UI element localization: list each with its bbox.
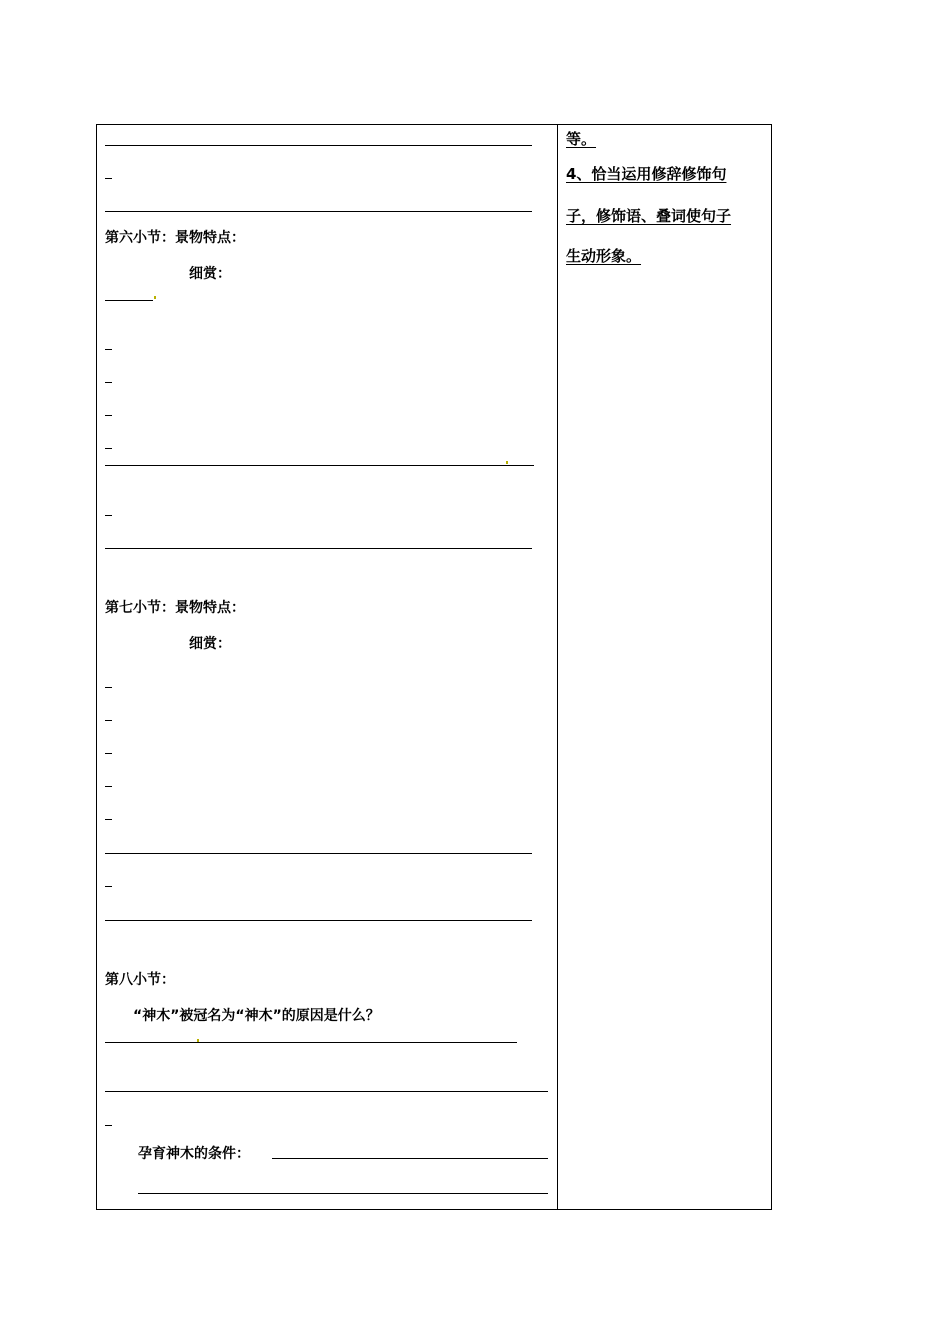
blank-mark xyxy=(105,515,112,516)
answer-line xyxy=(105,145,532,146)
blank-mark xyxy=(105,886,112,887)
blank-mark xyxy=(105,178,112,179)
answer-line xyxy=(105,548,532,549)
section7-detail-label: 细赏： xyxy=(189,636,231,652)
answer-line xyxy=(105,1042,517,1043)
section8-question: “神木”被冠名为“神木”的原因是什么？ xyxy=(133,1008,380,1024)
edit-mark xyxy=(154,296,156,299)
column-divider xyxy=(557,124,558,1210)
condition-answer-line xyxy=(272,1158,548,1159)
section8-heading: 第八小节： xyxy=(105,972,175,988)
right-note-line2: 4、恰当运用修辞修饰句 xyxy=(566,165,727,183)
right-note-line3: 子，修饰语、叠词使句子 xyxy=(566,207,732,225)
blank-mark xyxy=(105,786,112,787)
blank-mark xyxy=(105,382,112,383)
blank-mark xyxy=(105,1125,112,1126)
blank-mark xyxy=(105,448,112,449)
section6-heading: 第六小节：景物特点： xyxy=(105,230,245,246)
section6-detail-label: 细赏： xyxy=(189,266,231,282)
answer-line xyxy=(105,853,532,854)
answer-line xyxy=(105,465,534,466)
edit-mark xyxy=(506,461,508,464)
blank-mark xyxy=(105,415,112,416)
short-answer-line xyxy=(105,300,153,301)
blank-mark xyxy=(105,753,112,754)
condition-answer-line xyxy=(138,1193,548,1194)
answer-line xyxy=(105,1091,548,1092)
right-note-line4: 生动形象。 xyxy=(566,247,642,265)
blank-mark xyxy=(105,720,112,721)
blank-mark xyxy=(105,349,112,350)
right-note-line1: 等。 xyxy=(566,130,597,148)
section7-heading: 第七小节：景物特点： xyxy=(105,600,245,616)
section8-condition-label: 孕育神木的条件： xyxy=(138,1146,250,1162)
blank-mark xyxy=(105,687,112,688)
edit-mark xyxy=(197,1039,199,1042)
worksheet-table xyxy=(96,124,772,1210)
blank-mark xyxy=(105,819,112,820)
answer-line xyxy=(105,920,532,921)
answer-line xyxy=(105,211,532,212)
